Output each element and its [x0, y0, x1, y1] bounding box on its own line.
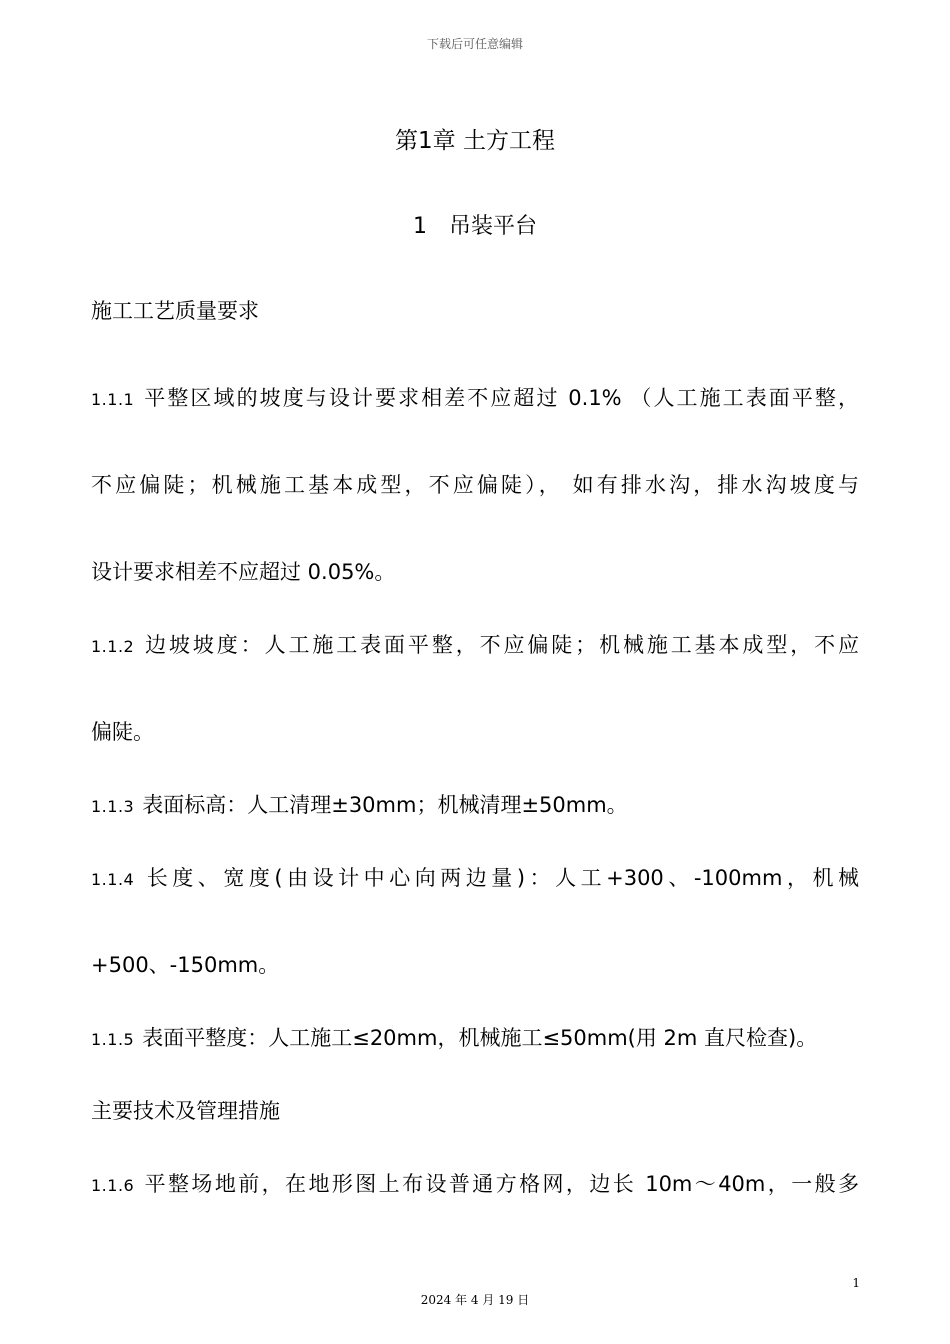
clause-1-1-4-line-2: +500、-150mm。 [91, 953, 280, 977]
clause-1-1-1-line-1 [91, 382, 859, 412]
clause-number: 1.1.3 [91, 797, 135, 816]
clause-1-1-5-line-1 [91, 1022, 817, 1052]
clause-number: 1.1.2 [91, 637, 135, 656]
clause-text: 长度、宽度(由设计中心向两边量)：人工+300、-100mm，机械 [142, 866, 859, 890]
clause-number: 1.1.5 [91, 1030, 135, 1049]
clause-1-1-4-line-1 [91, 862, 859, 892]
clause-text: 表面标高：人工清理±30mm；机械清理±50mm。 [142, 793, 628, 817]
clause-1-1-6-line-1 [91, 1168, 859, 1198]
clause-text: 边坡坡度：人工施工表面平整，不应偏陡；机械施工基本成型，不应 [142, 633, 859, 657]
chapter-title: 第1章 土方工程 [395, 128, 555, 154]
clause-1-1-2-line-2: 偏陡。 [91, 720, 154, 744]
footer-date: 2024 年 4 月 19 日 [420, 1293, 530, 1307]
clause-1-1-3-line-1 [91, 789, 628, 819]
heading-quality-requirements: 施工工艺质量要求 [91, 299, 259, 323]
clause-text: 平整区域的坡度与设计要求相差不应超过 0.1% （人工施工表面平整， [142, 386, 859, 410]
page-number: 1 [852, 1276, 860, 1290]
section-title-text: 吊装平台 [448, 214, 537, 239]
clause-text: 平整场地前，在地形图上布设普通方格网，边长 10m～40m，一般多 [142, 1172, 859, 1196]
clause-1-1-2-line-1 [91, 629, 859, 659]
clause-text: 表面平整度：人工施工≤20mm，机械施工≤50mm(用 2m 直尺检查)。 [142, 1026, 818, 1050]
section-number: 1 [412, 214, 427, 239]
heading-technical-measures: 主要技术及管理措施 [91, 1099, 280, 1123]
clause-1-1-1-line-3: 设计要求相差不应超过 0.05%。 [91, 560, 396, 584]
page-header: 下载后可任意编辑 [426, 37, 523, 51]
clause-1-1-1-line-2: 不应偏陡；机械施工基本成型，不应偏陡）， 如有排水沟，排水沟坡度与 [91, 473, 859, 497]
clause-number: 1.1.6 [91, 1176, 135, 1195]
clause-number: 1.1.1 [91, 390, 135, 409]
clause-number: 1.1.4 [91, 870, 135, 889]
section-title [0, 209, 950, 240]
